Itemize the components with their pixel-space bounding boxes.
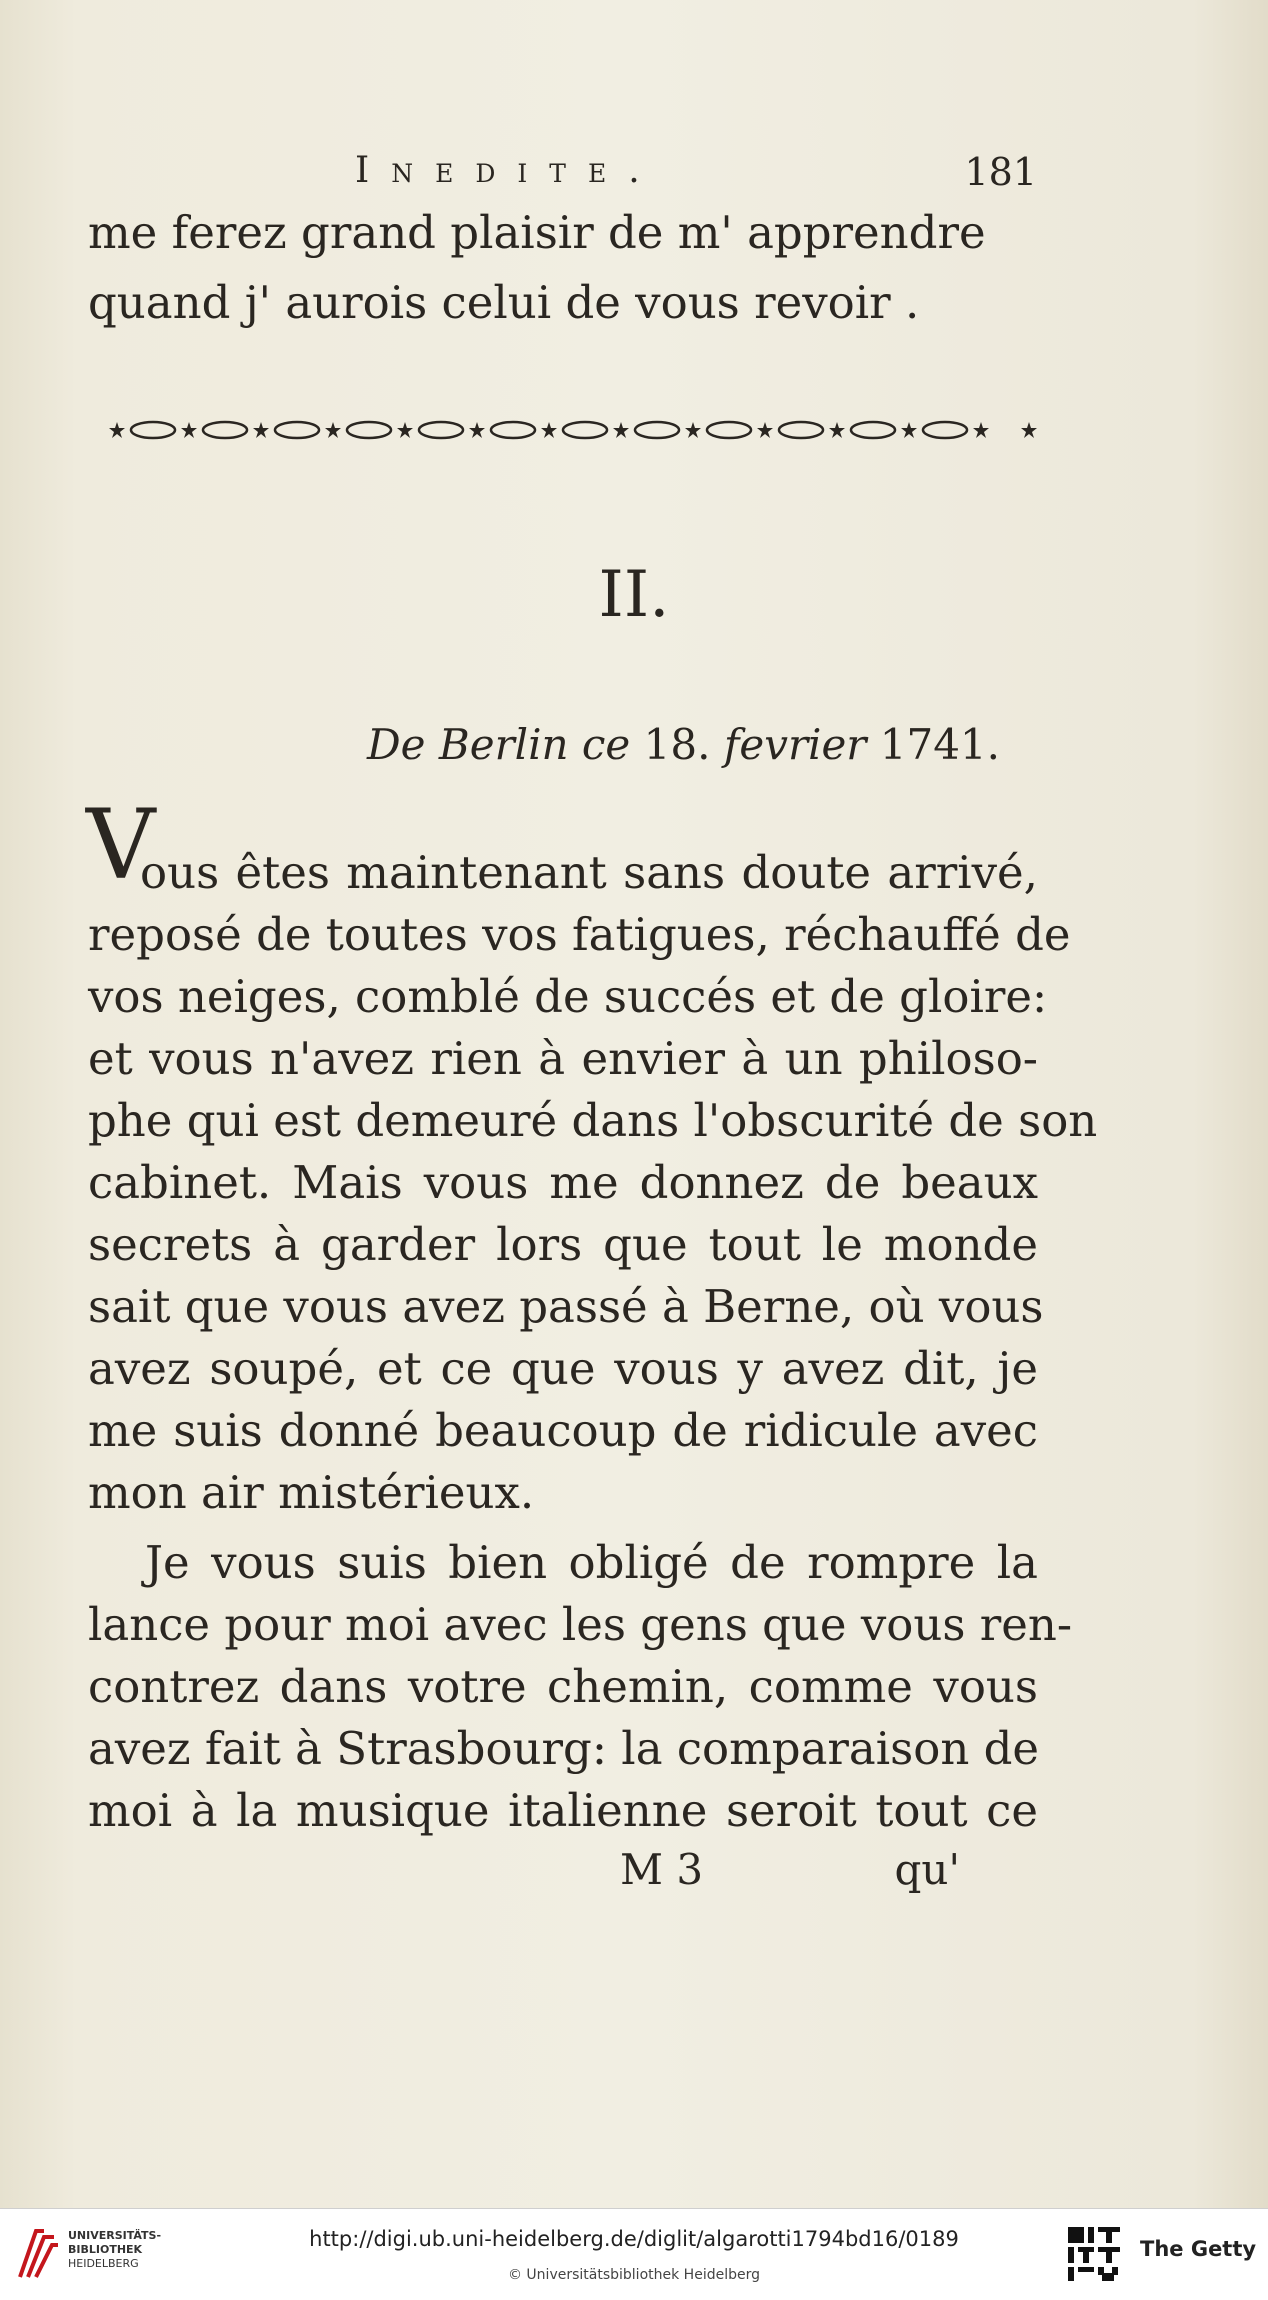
section-number: II.	[598, 558, 670, 632]
text-line: avez fait à Strasbourg: la comparaison de	[88, 1722, 1040, 1775]
text-line: vos neiges, comblé de succés et de gloire:	[88, 970, 1048, 1023]
permalink-url[interactable]: http://digi.ub.uni-heidelberg.de/diglit/algarotti1794bd16/0189	[309, 2227, 959, 2251]
library-name-line: UNIVERSITÄTS-	[68, 2229, 162, 2242]
dateline-day: 18.	[643, 720, 711, 769]
ornament-rule	[108, 410, 1038, 450]
text-line: secrets à garder lors que tout le monde	[88, 1218, 1038, 1271]
text-line: ous êtes maintenant sans doute arrivé,	[140, 846, 1038, 899]
text-line: sait que vous avez passé à Berne, où vous	[88, 1280, 1044, 1333]
text-line: reposé de toutes vos fatigues, réchauffé de	[88, 908, 1071, 961]
dateline-prefix: De Berlin ce	[366, 720, 631, 769]
running-title: Inedite.	[355, 150, 662, 191]
text-line: quand j' aurois celui de vous revoir .	[88, 276, 920, 329]
text-line: me ferez grand plaisir de m' apprendre	[88, 206, 986, 259]
text-line: moi à la musique italienne seroit tout ce	[88, 1784, 1038, 1837]
text-line: phe qui est demeuré dans l'obscurité de son	[88, 1094, 1098, 1147]
drop-cap: V	[86, 789, 156, 901]
text-line: mon air mistérieux.	[88, 1466, 535, 1519]
dateline	[340, 715, 1000, 775]
library-name-line: BIBLIOTHEK	[68, 2243, 143, 2256]
viewer-footer	[0, 2208, 1268, 2300]
catchword: qu'	[894, 1845, 960, 1894]
page-number: 181	[964, 150, 1037, 194]
copyright-notice: © Universitätsbibliothek Heidelberg	[507, 2267, 760, 2283]
getty-logo-icon	[1066, 2223, 1122, 2283]
text-line: lance pour moi avec les gens que vous ren-	[88, 1598, 1073, 1651]
text-line: avez soupé, et ce que vous y avez dit, je	[88, 1342, 1038, 1395]
signature-mark: M 3	[620, 1845, 704, 1894]
text-line: contrez dans votre chemin, comme vous	[88, 1660, 1038, 1713]
text-line: me suis donné beaucoup de ridicule avec	[88, 1404, 1038, 1457]
running-head	[355, 150, 1055, 200]
text-line: cabinet. Mais vous me donnez de beaux	[88, 1156, 1038, 1209]
dateline-year: 1741.	[879, 720, 1000, 769]
getty-name: The Getty	[1140, 2237, 1257, 2261]
library-name-line: HEIDELBERG	[68, 2257, 139, 2270]
dateline-month: fevrier	[723, 720, 867, 769]
text-line: Je vous suis bien obligé de rompre la	[145, 1536, 1038, 1589]
text-line: et vous n'avez rien à envier à un philoso-	[88, 1032, 1038, 1085]
